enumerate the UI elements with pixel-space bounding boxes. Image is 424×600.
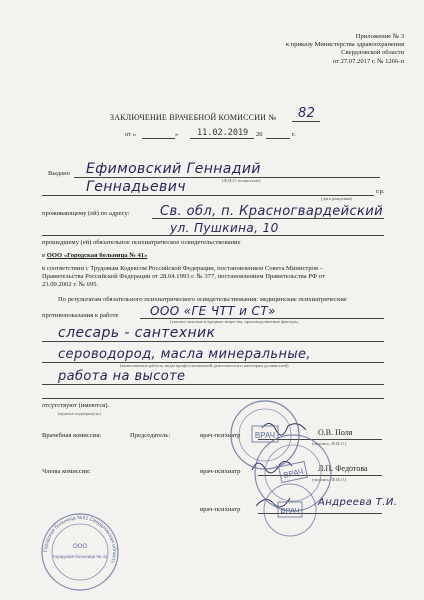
org-name: ООО «Городская больница № 41» (46, 252, 148, 259)
stamped-date: 11.02.2019 (197, 128, 249, 138)
dob-suffix: г.р. (376, 188, 385, 195)
member2-role: врач-психиатр (200, 506, 241, 513)
absent-caption: (нужное подчеркнуть) (58, 411, 101, 416)
member1-name: Л.П. Федотова (318, 464, 368, 473)
result-text: По результатам обязательного психиатрического освидетельствования: медицинские психиатрические (58, 296, 347, 303)
contra-label: противопоказания к работе (42, 312, 119, 319)
full-name-line1: Ефимовский Геннадий (86, 161, 261, 177)
commission-label: Врачебная комиссия: (42, 432, 102, 439)
work-caption: (выполняемые работы, виды профессиональной деятельности и категории должностей) (120, 363, 289, 368)
seal-clinic-text: Городская больница № 41 (52, 554, 108, 559)
doctor-stamp-bottom (250, 480, 330, 540)
chair-caption: (подпись, Ф.И.О.) (312, 441, 347, 446)
absent-text: отсутствуют (имеются). (42, 402, 110, 409)
name-caption: (Ф.И.О. полностью) (222, 178, 261, 183)
chair-role: врач-психиатр (200, 432, 241, 439)
appendix-line: Свердловской области (341, 49, 404, 57)
stamp-doctor-label: ВРАЧ (254, 431, 276, 440)
chair-label: Председатель: (130, 432, 171, 439)
work-line3: работа на высоте (58, 369, 186, 384)
stamp-doctor-label: ВРАЧ (282, 466, 305, 480)
member1-role: врач-психиатр (200, 468, 241, 475)
appendix-line: к приказу Министерства здравоохранения (285, 41, 404, 49)
appendix-line: от 27.07.2017 г. № 1266-п (332, 57, 404, 65)
work-line2: сероводород, масла минеральные, (58, 347, 311, 362)
org-line: в ООО «Городская больница № 41» (42, 252, 148, 259)
contra-caption: (указать опасные и вредные вещества, производственные факторы, (170, 319, 299, 324)
member2-signature: Андреева Т.И. (318, 497, 398, 508)
members-label: Члены комиссии: (42, 468, 91, 475)
appendix-line: Приложение № 3 (355, 33, 404, 40)
contra-value: ООО «ГЕ ЧТТ и СТ» (150, 304, 276, 318)
work-line1: слесарь - сантехник (58, 325, 216, 341)
seal-ring-text: Городская больница №41 Свердловская область (42, 514, 118, 564)
title-text: ЗАКЛЮЧЕНИЕ ВРАЧЕБНОЙ КОМИССИИ № (110, 113, 277, 122)
address-label: проживающему (ей) по адресу: (42, 210, 130, 217)
date-line: от « (125, 131, 137, 138)
commission-number: 82 (298, 106, 316, 121)
full-name-line2: Геннадьевич (86, 179, 186, 195)
passed-text: прошедшему (ей) обязательное психиатрическое освидетельствование (42, 239, 241, 246)
address-line2: ул. Пушкина, 10 (170, 221, 279, 235)
stamp-doctor-label: ВРАЧ (280, 506, 300, 515)
law-text: в соответствии с Трудовым Кодексом Российской Федерации, постановлением Совета Министров – Правительства Российской Федерации от 28.04.1993 г. № 377, постановлением Правительства РФ от 23.09.2002 г. № 695. (42, 265, 325, 289)
address-line1: Св. обл, п. Красногвардейский (160, 204, 384, 219)
seal-inner-text: ООО (72, 544, 88, 550)
issued-label: Выдано (48, 170, 70, 177)
chair-name: О.В. Поля (318, 428, 353, 437)
member1-caption: (подпись, Ф.И.О.) (312, 477, 347, 482)
clinic-round-seal (38, 510, 122, 594)
dob-caption: (дата рождения) (321, 196, 352, 201)
